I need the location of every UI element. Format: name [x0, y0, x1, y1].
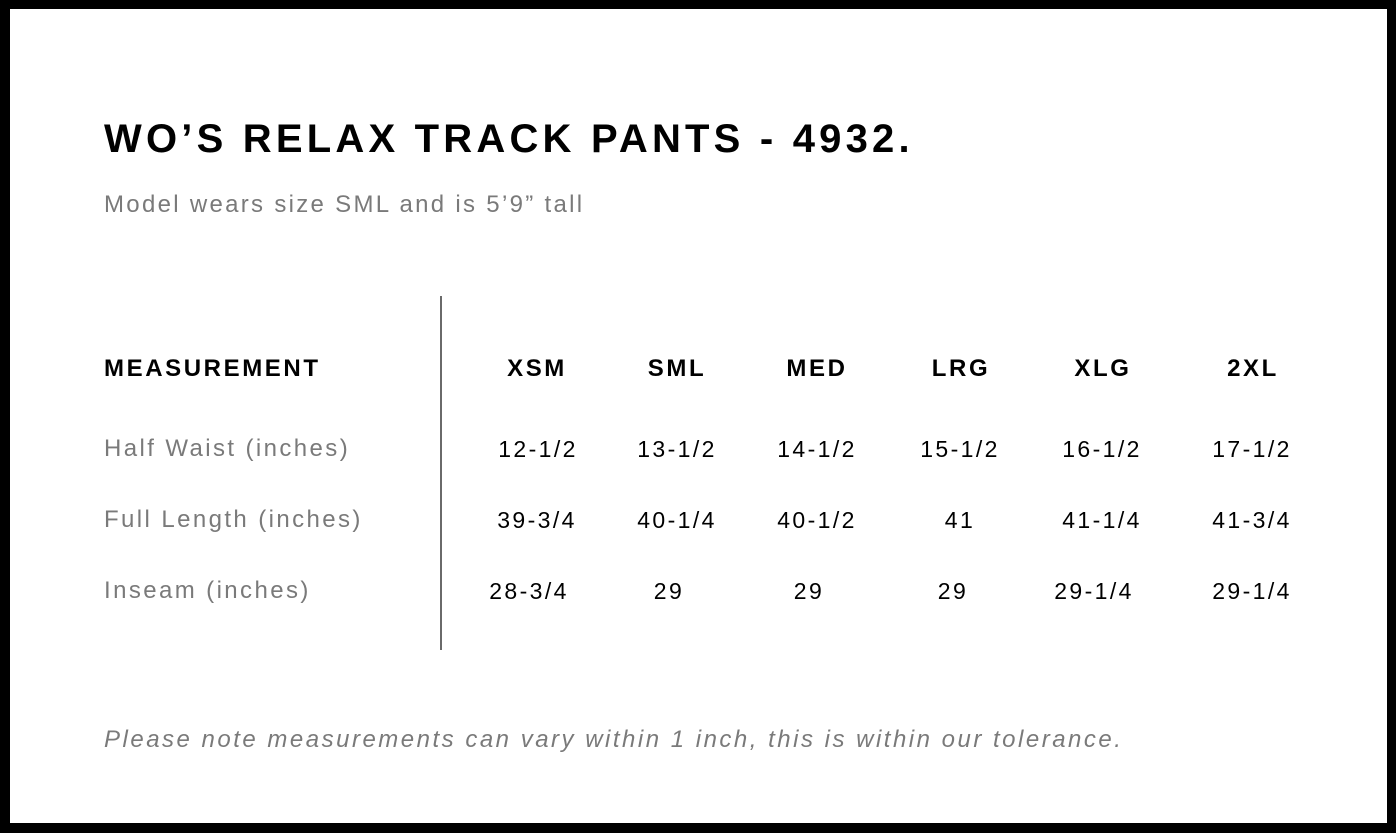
product-title: WO’S RELAX TRACK PANTS - 4932.: [104, 117, 914, 161]
row-label-inseam: Inseam (inches): [104, 577, 311, 604]
table-cell: 29: [793, 578, 825, 604]
size-header-xlg: XLG: [1074, 355, 1132, 382]
table-cell: 29: [653, 578, 685, 604]
table-cell: 41: [944, 507, 976, 533]
size-header-lrg: LRG: [931, 355, 991, 382]
table-cell: 29-1/4: [1212, 578, 1292, 604]
table-cell: 41-3/4: [1212, 507, 1292, 533]
table-cell: 40-1/4: [637, 507, 717, 533]
table-cell: 12-1/2: [498, 436, 578, 462]
size-header-2xl: 2XL: [1227, 355, 1279, 382]
size-header-xsm: XSM: [507, 355, 567, 382]
table-cell: 29: [937, 578, 969, 604]
table-cell: 17-1/2: [1212, 436, 1292, 462]
table-cell: 16-1/2: [1062, 436, 1142, 462]
table-divider: [440, 296, 442, 650]
table-cell: 39-3/4: [497, 507, 577, 533]
measurement-header: MEASUREMENT: [104, 355, 321, 382]
table-cell: 29-1/4: [1054, 578, 1134, 604]
table-cell: 15-1/2: [920, 436, 1000, 462]
table-cell: 13-1/2: [637, 436, 717, 462]
size-header-med: MED: [786, 355, 848, 382]
table-cell: 28-3/4: [489, 578, 569, 604]
tolerance-note: Please note measurements can vary within 1 inch, this is within our tolerance.: [104, 726, 1124, 753]
row-label-half-waist: Half Waist (inches): [104, 435, 351, 462]
model-info: Model wears size SML and is 5’9” tall: [104, 191, 585, 218]
size-header-sml: SML: [647, 355, 707, 382]
table-cell: 40-1/2: [777, 507, 857, 533]
table-cell: 14-1/2: [777, 436, 857, 462]
row-label-full-length: Full Length (inches): [104, 506, 363, 533]
table-cell: 41-1/4: [1062, 507, 1142, 533]
